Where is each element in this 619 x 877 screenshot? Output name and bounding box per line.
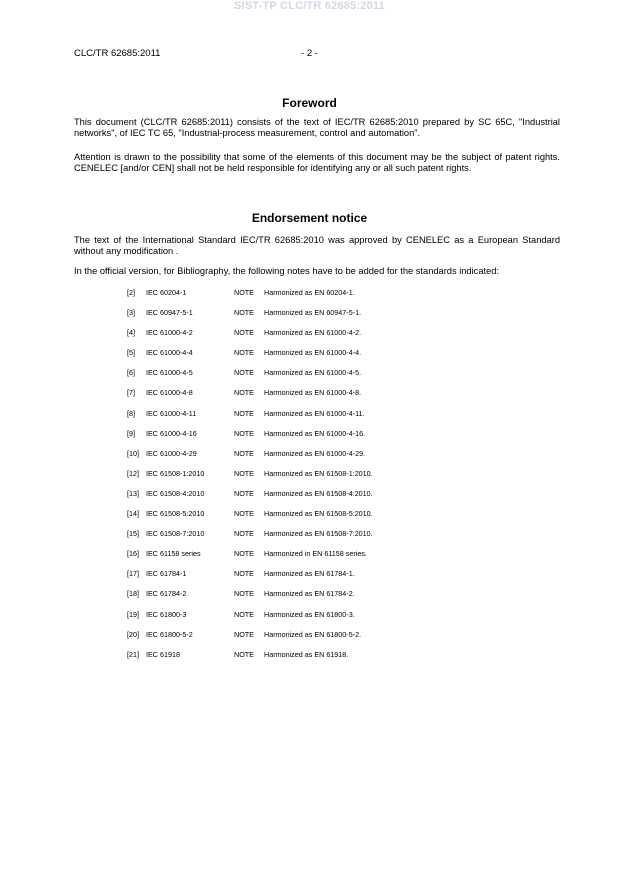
note-standard: IEC 61000-4-29 <box>146 448 197 458</box>
note-standard: IEC 61508-4:2010 <box>146 488 205 498</box>
note-text: Harmonized as EN 61508-5:2010. <box>264 509 373 519</box>
note-standard: IEC 61000-4-5 <box>146 368 193 378</box>
note-standard: IEC 60947-5-1 <box>146 308 193 318</box>
note-text: Harmonized as EN 61800-3. <box>264 609 355 619</box>
note-ref: [13] <box>127 488 139 498</box>
note-standard: IEC 61800-5-2 <box>146 629 193 639</box>
note-text: Harmonized as EN 61784-2. <box>264 589 355 599</box>
note-ref: [2] <box>127 288 135 297</box>
note-text: Harmonized as EN 61000-4-16. <box>264 428 366 438</box>
note-ref: [12] <box>127 468 139 478</box>
note-text: Harmonized as EN 61000-4-11. <box>264 408 365 418</box>
foreword-paragraph-2: Attention is drawn to the possibility that some of the elements of this document may be the subject of patent rights. CENELEC [and/or CEN] shall not be held responsible for identifying any or all such patent rights. <box>74 152 560 174</box>
foreword-paragraph-1: This document (CLC/TR 62685:2011) consists of the text of IEC/TR 62685:2010 prepared by SC 65C, "Industrial networks", of IEC TC 65, "Industrial-process measurement, control and automation". <box>74 117 560 139</box>
note-standard: IEC 61800-3 <box>146 609 187 619</box>
note-standard: IEC 61000-4-16 <box>146 428 197 438</box>
note-label: NOTE <box>234 629 254 639</box>
note-text: Harmonized as EN 61000-4-8. <box>264 388 362 398</box>
note-text: Harmonized in EN 61158 series. <box>264 549 367 559</box>
note-standard: IEC 61784-2 <box>146 589 187 599</box>
foreword-title: Foreword <box>282 96 337 110</box>
note-label: NOTE <box>234 328 254 338</box>
endorsement-paragraph-2: In the official version, for Bibliography, the following notes have to be added for the standards indicated: <box>74 266 499 276</box>
note-label: NOTE <box>234 468 254 478</box>
note-standard: IEC 61508-1:2010 <box>146 468 205 478</box>
note-standard: IEC 61784-1 <box>146 569 187 579</box>
note-ref: [5] <box>127 348 135 358</box>
note-ref: [3] <box>127 308 135 318</box>
endorsement-title: Endorsement notice <box>251 211 368 225</box>
note-text: Harmonized as EN 61508-1:2010. <box>264 468 373 478</box>
note-label: NOTE <box>234 288 254 297</box>
note-label: NOTE <box>234 549 254 559</box>
watermark: SIST-TP CLC/TR 62685:2011 <box>234 0 385 12</box>
note-ref: [20] <box>127 629 139 639</box>
note-text: Harmonized as EN 61800-5-2. <box>264 629 362 639</box>
note-label: NOTE <box>234 448 254 458</box>
note-label: NOTE <box>234 428 254 438</box>
note-standard: IEC 61000-4-2 <box>146 328 193 338</box>
note-ref: [17] <box>127 569 139 579</box>
note-ref: [10] <box>127 448 139 458</box>
note-ref: [4] <box>127 328 135 338</box>
note-ref: [14] <box>127 509 139 519</box>
note-standard: IEC 61000-4-11 <box>146 408 197 418</box>
note-label: NOTE <box>234 308 254 318</box>
note-label: NOTE <box>234 529 254 539</box>
note-standard: IEC 61508-7:2010 <box>146 529 205 539</box>
document-id: CLC/TR 62685:2011 <box>74 48 161 59</box>
note-text: Harmonized as EN 61784-1. <box>264 569 355 579</box>
note-label: NOTE <box>234 609 254 619</box>
page-number: - 2 - <box>301 48 318 59</box>
note-label: NOTE <box>234 368 254 378</box>
note-text: Harmonized as EN 61000-4-29. <box>264 448 366 458</box>
note-label: NOTE <box>234 569 254 579</box>
note-ref: [16] <box>127 549 139 559</box>
note-ref: [7] <box>127 388 135 398</box>
note-label: NOTE <box>234 589 254 599</box>
note-text: Harmonized as EN 60204-1. <box>264 288 355 297</box>
note-standard: IEC 61918 <box>146 649 180 659</box>
note-label: NOTE <box>234 509 254 519</box>
note-ref: [15] <box>127 529 139 539</box>
note-text: Harmonized as EN 61000-4-4. <box>264 348 362 358</box>
note-text: Harmonized as EN 61000-4-5. <box>264 368 362 378</box>
note-label: NOTE <box>234 408 254 418</box>
note-standard: IEC 60204-1 <box>146 288 187 297</box>
note-ref: [21] <box>127 649 139 659</box>
note-text: Harmonized as EN 61000-4-2. <box>264 328 362 338</box>
note-label: NOTE <box>234 649 254 659</box>
endorsement-paragraph-1: The text of the International Standard IEC/TR 62685:2010 was approved by CENELEC as a European Standard without any modification . <box>74 235 560 257</box>
note-ref: [8] <box>127 408 135 418</box>
note-ref: [18] <box>127 589 139 599</box>
note-ref: [9] <box>127 428 135 438</box>
note-label: NOTE <box>234 348 254 358</box>
note-standard: IEC 61000-4-4 <box>146 348 193 358</box>
note-label: NOTE <box>234 388 254 398</box>
note-text: Harmonized as EN 61508-4:2010. <box>264 488 373 498</box>
note-standard: IEC 61000-4-8 <box>146 388 193 398</box>
note-text: Harmonized as EN 60947-5-1. <box>264 308 362 318</box>
note-standard: IEC 61508-5:2010 <box>146 509 205 519</box>
note-ref: [6] <box>127 368 135 378</box>
note-ref: [19] <box>127 609 139 619</box>
note-text: Harmonized as EN 61918. <box>264 649 349 659</box>
note-text: Harmonized as EN 61508-7:2010. <box>264 529 373 539</box>
note-standard: IEC 61158 series <box>146 549 201 559</box>
note-label: NOTE <box>234 488 254 498</box>
